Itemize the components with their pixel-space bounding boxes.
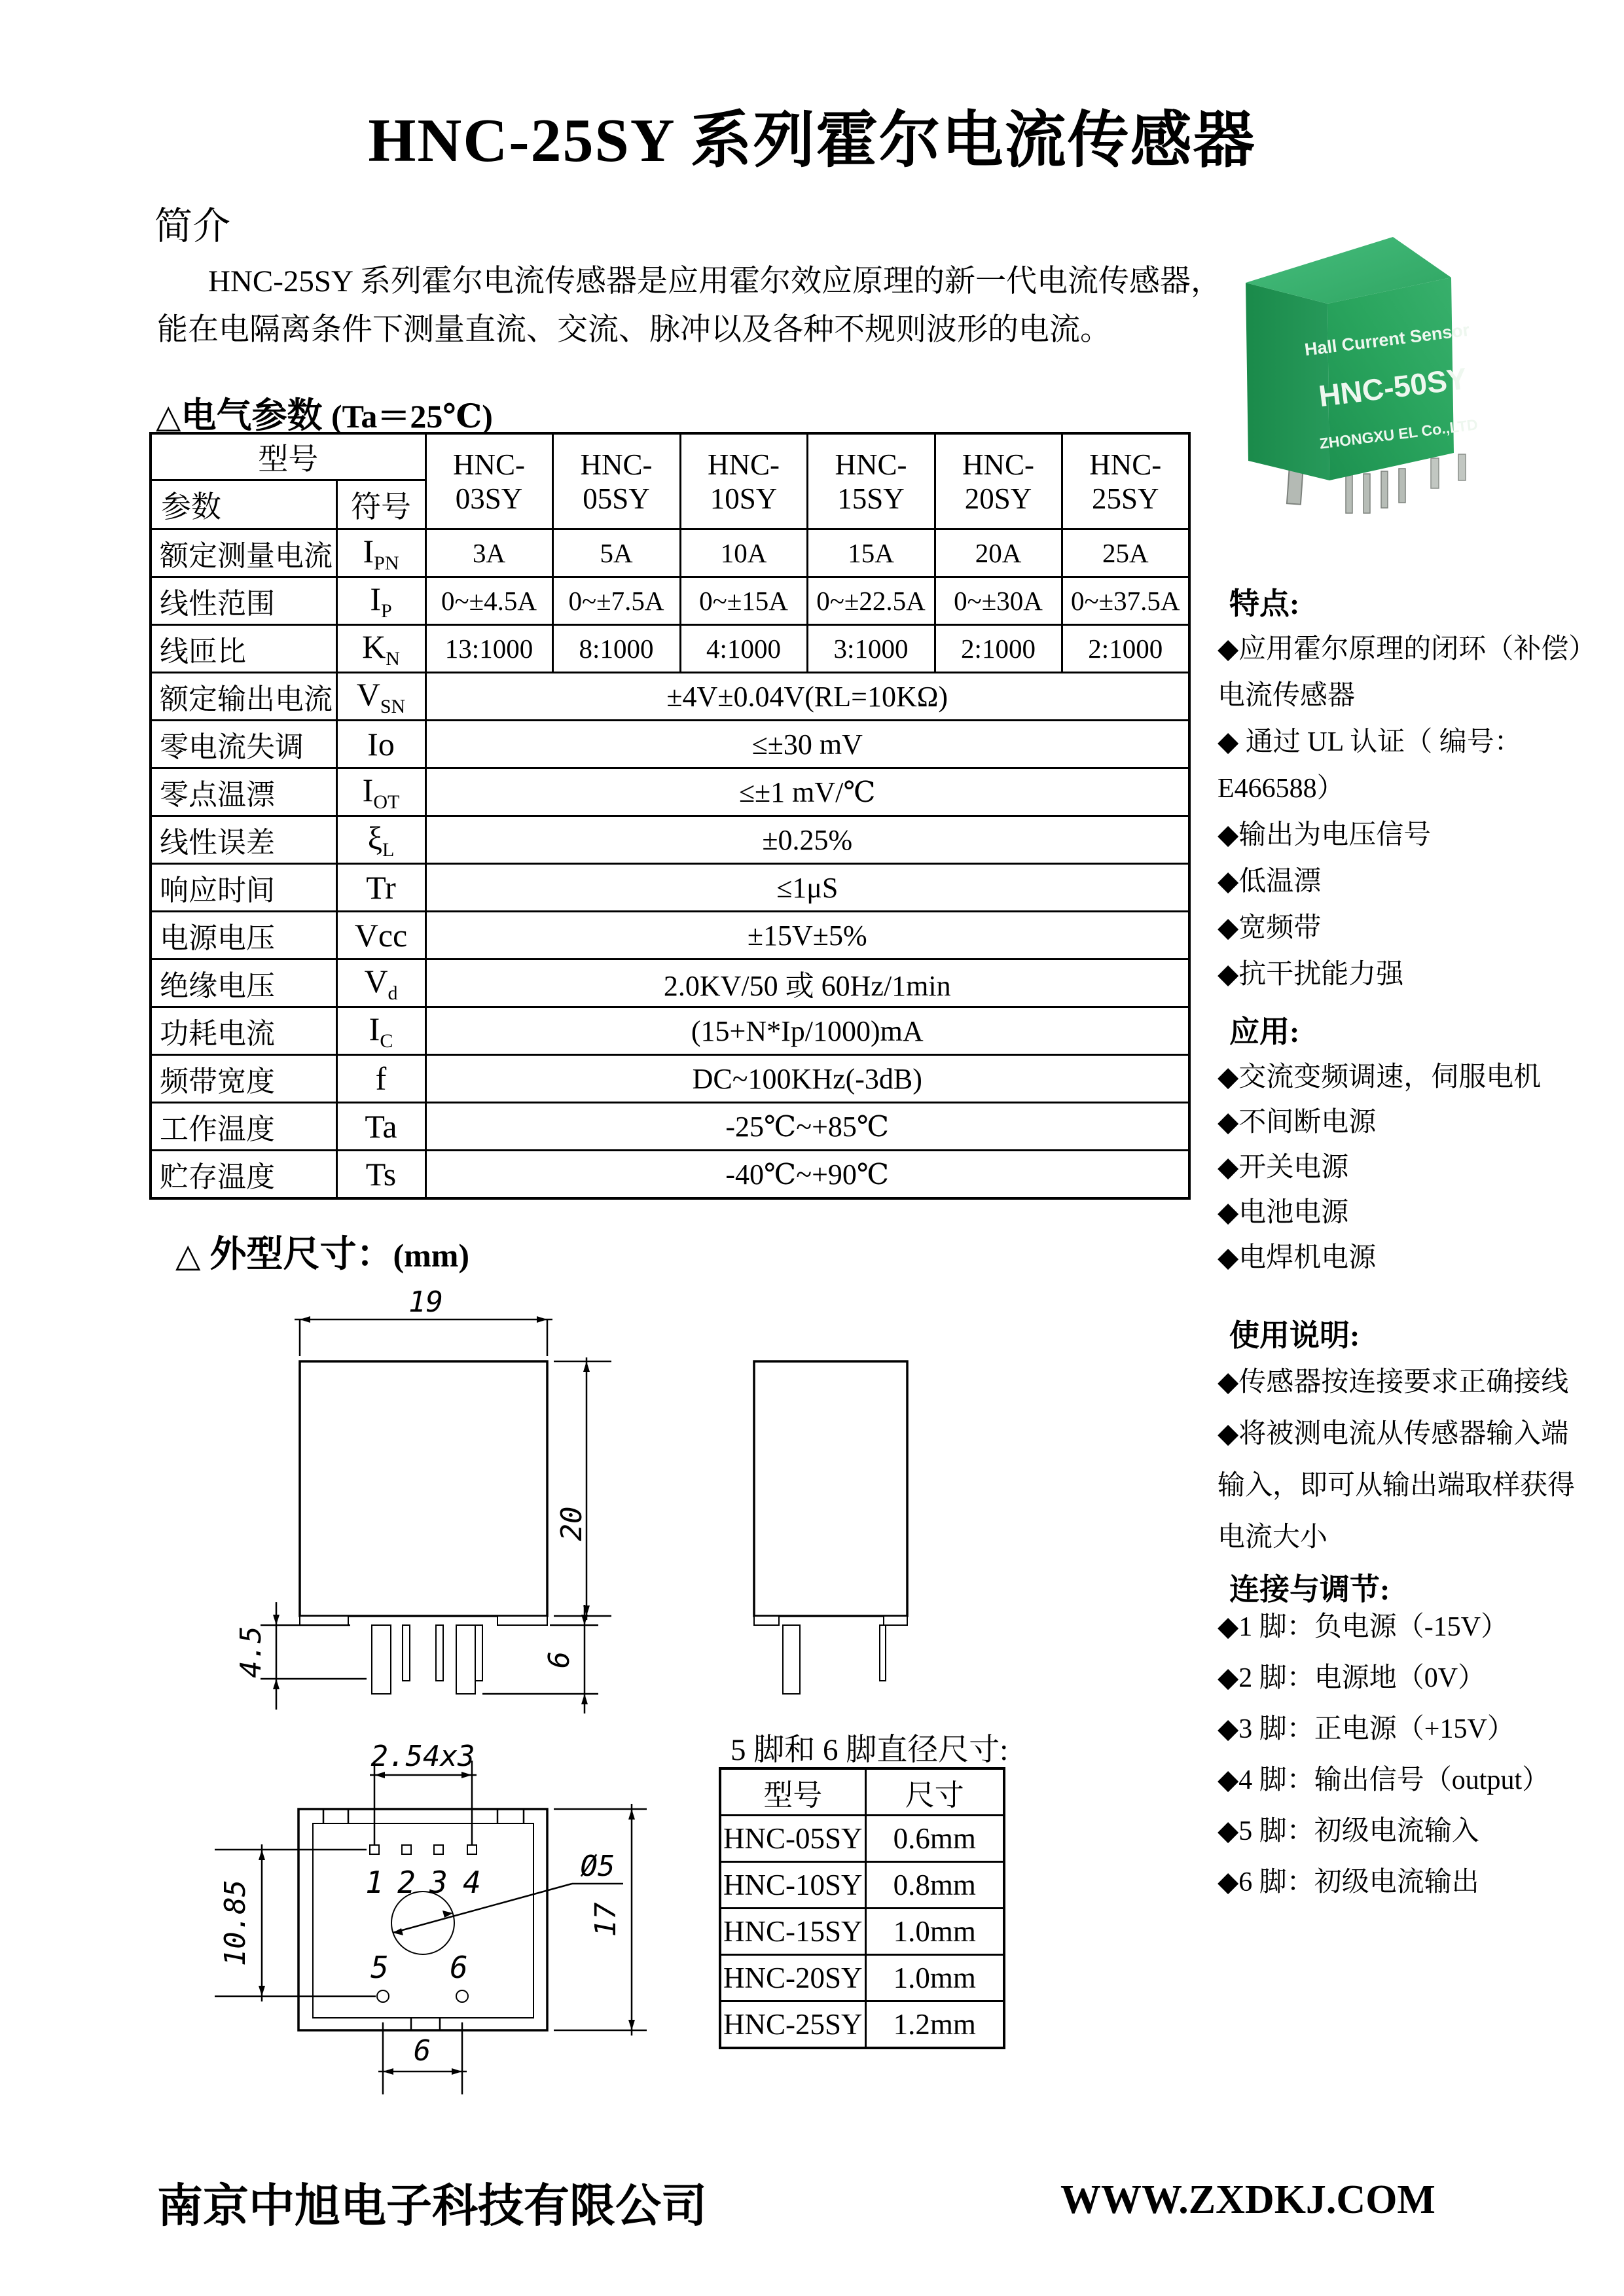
dim-pin-length-label: 4.5 [234,1626,268,1678]
intro-heading: 简介 [154,205,231,247]
param-merged-value-cell: -40℃~+90℃ [425,1151,1189,1199]
param-value-cell: 15A [807,529,935,577]
model-column-header: HNC-25SY [1062,433,1189,529]
param-name-cell: 额定输出电流 [151,673,336,721]
usage-item: 输入，即可从输出端取样获得 [1218,1471,1576,1501]
pin-size-cell: 1.2mm [865,2001,1004,2049]
model-column-header: HNC-20SY [935,433,1062,529]
side-view [754,1361,907,1694]
param-value-cell: 0~±22.5A [807,577,935,625]
feature-item: ◆宽频带 [1218,913,1322,943]
param-merged-value-cell: ≤1μS [425,864,1189,912]
param-name-cell: 功耗电流 [151,1007,336,1055]
application-item: ◆交流变频调速，伺服电机 [1218,1062,1542,1092]
pin-model-cell: HNC-05SY [720,1816,865,1862]
param-value-cell: 3A [425,529,552,577]
pin-model-cell: HNC-25SY [720,2001,865,2049]
symbol-subscript: P [380,600,392,622]
usage-item: ◆将被测电流从传感器输入端 [1218,1419,1569,1449]
symbol-main: Tr [366,869,396,906]
bottom-view [298,1809,547,2030]
param-value-cell: 4:1000 [680,625,807,673]
dim-pitch-label: 2.54x3 [370,1740,475,1773]
dim-hole-label: Ø5 [580,1850,615,1883]
pin-model-cell: HNC-15SY [720,1909,865,1955]
param-value-cell: 3:1000 [807,625,935,673]
param-value-cell: 5A [552,529,680,577]
symbol-main: I [370,580,381,617]
param-value-cell: 2:1000 [935,625,1062,673]
param-name-cell: 绝缘电压 [151,960,336,1007]
connection-item: ◆5 脚：初级电流输入 [1218,1816,1479,1846]
model-column-header: HNC-15SY [807,433,935,529]
pin-size-cell: 1.0mm [865,1955,1004,2001]
symbol-subscript: OT [373,791,400,813]
connection-title: 连接与调节: [1229,1573,1390,1606]
param-value-cell: 0~±4.5A [425,577,552,625]
param-value-cell: 8:1000 [552,625,680,673]
param-name-cell: 线性范围 [151,577,336,625]
symbol-main: I [363,532,374,569]
pin5-label: 5 [370,1950,389,1985]
pin-model-cell: HNC-20SY [720,1955,865,2001]
triangle-icon: △ [156,398,181,435]
param-name-cell: 线匝比 [151,625,336,673]
param-name-cell: 零电流失调 [151,721,336,768]
param-name-cell: 线性误差 [151,816,336,864]
dimensions-heading: △ 外型尺寸：(mm) [175,1234,470,1275]
connection-item: ◆1 脚：负电源（-15V） [1218,1612,1509,1642]
feature-item: ◆应用霍尔原理的闭环（补偿） [1218,634,1597,664]
symbol-main: Ta [365,1108,397,1145]
page-title: HNC-25SY 系列霍尔电流传感器 [368,107,1256,175]
param-name-cell: 频带宽度 [151,1055,336,1103]
feature-item: E466588） [1218,774,1344,804]
pin2-label: 2 [397,1865,416,1900]
pin4-label: 4 [463,1865,481,1900]
pin-size-cell: 1.0mm [865,1909,1004,1955]
param-merged-value-cell: 2.0KV/50 或 60Hz/1min [425,960,1189,1007]
symbol-main: V [356,675,380,713]
intro-line: HNC-25SY 系列霍尔电流传感器是应用霍尔效应原理的新一代电流传感器， [208,264,1221,298]
pin-size-cell: 0.6mm [865,1816,1004,1862]
pin-table-row [720,1955,1004,2001]
pin3-label: 3 [429,1865,448,1900]
pin1-label: 1 [365,1865,384,1900]
dim-depth-label: 17 [589,1902,623,1937]
symbol-main: K [362,628,386,665]
model-column-header: HNC-05SY [552,433,680,529]
param-merged-value-cell: -25℃~+85℃ [425,1103,1189,1151]
param-name-cell: 电源电压 [151,912,336,960]
application-item: ◆开关电源 [1218,1153,1349,1183]
pin-table-row [720,1909,1004,1955]
feature-item: ◆ 通过 UL 认证（ 编号： [1218,727,1522,757]
applications-title: 应用: [1229,1015,1300,1049]
model-column-header: HNC-03SY [425,433,552,529]
pin-diameter-table [719,1767,1005,2049]
pin-table-col-size: 尺寸 [865,1768,1004,1816]
symbol-main: Ts [365,1156,397,1193]
param-name-cell: 零点温漂 [151,768,336,816]
pin-table-row [720,2001,1004,2049]
param-name-cell: 贮存温度 [151,1151,336,1199]
symbol-subscript: SN [380,695,406,717]
param-merged-value-cell: ±4V±0.04V(RL=10KΩ) [425,673,1189,721]
symbol-main: Vcc [354,917,408,954]
feature-item: ◆抗干扰能力强 [1218,960,1404,990]
dim-wide-pin-length-label: 6 [543,1651,576,1669]
symbol-subscript: C [380,1030,393,1052]
symbol-main: V [364,962,388,999]
sensor-brand-text: Hall Current Sensor [1303,319,1471,360]
usage-title: 使用说明: [1229,1319,1360,1352]
usage-item: ◆传感器按连接要求正确接线 [1218,1367,1569,1397]
symbol-subscript: L [382,838,395,861]
param-name-cell: 工作温度 [151,1103,336,1151]
param-merged-value-cell: (15+N*Ip/1000)mA [425,1007,1189,1055]
param-value-cell: 20A [935,529,1062,577]
feature-item: ◆输出为电压信号 [1218,820,1432,850]
param-merged-value-cell: DC~100KHz(-3dB) [425,1055,1189,1103]
param-name-cell: 额定测量电流 [151,529,336,577]
symbol-main: I [362,771,374,808]
pin6-label: 6 [450,1950,468,1985]
pin-table-header-row [720,1768,1004,1816]
corner-model-label: 型号 [151,433,425,480]
symbol-subscript: PN [374,552,399,574]
param-merged-value-cell: ≤±30 mV [425,721,1189,768]
connection-item: ◆6 脚：初级电流输出 [1218,1867,1479,1897]
features-title: 特点: [1229,587,1300,620]
param-value-cell: 2:1000 [1062,625,1189,673]
dim-row-span-label: 10.85 [219,1879,252,1967]
corner-param-label: 参数 [151,480,336,529]
usage-item: 电流大小 [1218,1522,1328,1552]
param-merged-value-cell: ≤±1 mV/℃ [425,768,1189,816]
param-value-cell: 0~±7.5A [552,577,680,625]
param-value-cell: 13:1000 [425,625,552,673]
symbol-main: ξ [367,819,382,856]
feature-item: 电流传感器 [1218,681,1356,711]
pin-model-cell: HNC-10SY [720,1862,865,1909]
front-view [300,1361,547,1694]
param-value-cell: 0~±30A [935,577,1062,625]
connection-item: ◆2 脚：电源地（0V） [1218,1663,1486,1693]
pin-table-row [720,1816,1004,1862]
intro-line: 能在电隔离条件下测量直流、交流、脉冲以及各种不规则波形的电流。 [157,313,1111,347]
application-item: ◆电焊机电源 [1218,1243,1377,1273]
sensor-model-text: HNC-50SY [1316,361,1469,414]
application-item: ◆不间断电源 [1218,1107,1377,1138]
electrical-params-heading: △电气参数 (Ta＝25℃) [156,396,493,435]
footer-website: WWW.ZXDKJ.COM [1060,2178,1435,2222]
param-merged-value-cell: ±0.25% [425,816,1189,864]
pin-size-cell: 0.8mm [865,1862,1004,1909]
param-value-cell: 10A [680,529,807,577]
symbol-main: f [375,1060,387,1097]
param-value-cell: 25A [1062,529,1189,577]
triangle-icon: △ [175,1237,201,1274]
symbol-subscript: N [386,647,400,670]
sensor-company-text: ZHONGXU EL Co.,LTD [1318,416,1479,452]
param-name-cell: 响应时间 [151,864,336,912]
param-value-cell: 0~±37.5A [1062,577,1189,625]
corner-symbol-label: 符号 [336,480,425,529]
pin-table-col-model: 型号 [720,1768,865,1816]
dim-width-label: 19 [408,1285,443,1319]
param-value-cell: 0~±15A [680,577,807,625]
connection-item: ◆4 脚：输出信号（output） [1218,1765,1550,1795]
application-item: ◆电池电源 [1218,1198,1349,1228]
pin-table-title: 5 脚和 6 脚直径尺寸: [731,1733,1009,1767]
pin-table-row [720,1862,1004,1909]
footer-company-name: 南京中旭电子科技有限公司 [157,2181,707,2232]
symbol-main: Io [367,726,395,762]
symbol-subscript: d [388,982,398,1004]
feature-item: ◆低温漂 [1218,867,1322,897]
dim-56-span-label: 6 [413,2034,431,2068]
connection-item: ◆3 脚：正电源（+15V） [1218,1714,1515,1744]
symbol-main: I [369,1010,380,1047]
dim-height-label: 20 [555,1506,588,1541]
param-merged-value-cell: ±15V±5% [425,912,1189,960]
model-column-header: HNC-10SY [680,433,807,529]
